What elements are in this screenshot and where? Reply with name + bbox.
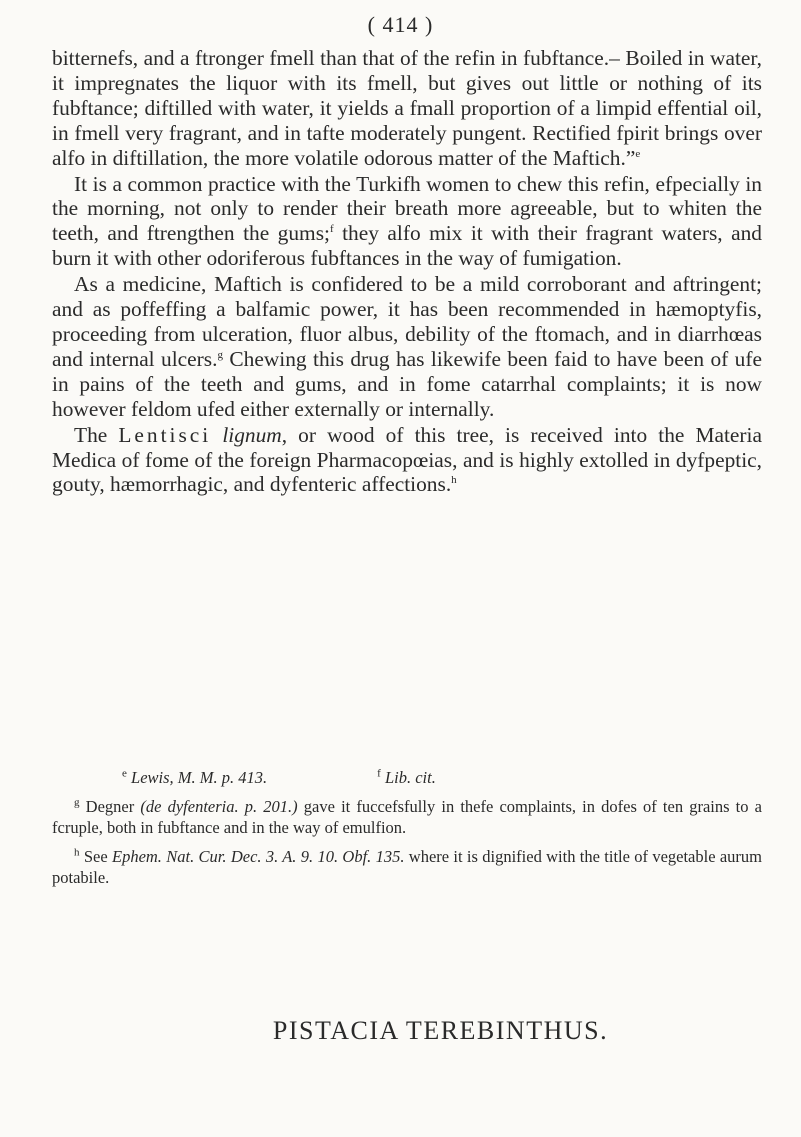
next-section-title: PISTACIA TEREBINTHUS. <box>272 1016 609 1045</box>
paragraph-1-text: bitternefs, and a ftronger fmell than that of the refin in fubftance.– Boiled in water, it impregnates the liquor with its fmell, but gives out little or nothing of its fubftance; diftilled with water, it yields a fmall proportion of a limpid effential oil, in fmell very fragrant, and in tafte moderately pungent. Rectified fpirit brings over alfo in diftillation, the more volatile odorous matter of the Maftich.” <box>52 46 762 170</box>
paragraph-2 <box>52 172 762 272</box>
footnote-ref-f: f <box>329 223 334 236</box>
paragraph-4-rest: , or wood of this tree, is received into the Materia Medica of fome of the foreign Pharmacopœias, and is highly extolled in dyfpeptic, gouty, hæmorrhagic, and dyfenteric affections. <box>52 422 762 497</box>
footnote-g-mark: g <box>74 796 80 809</box>
footnote-g-title: (de dyfenteria. p. 201.) <box>140 797 298 816</box>
footnote-e-text: Lewis, M. M. p. 413. <box>131 768 268 787</box>
page-number: ( 414 ) <box>367 12 434 37</box>
footnote-g-lead: Degner <box>85 797 135 816</box>
footnote-f-mark: f <box>377 767 381 780</box>
footnote-ref-h: h <box>451 474 457 487</box>
paragraph-3-text-b: Chewing this drug has likewife been faid to have been of ufe in pains of the teeth and gums, and in fome catarrhal complaints; it is now however feldom ufed either externally or internally. <box>52 346 762 421</box>
footnotes <box>52 767 762 896</box>
paragraph-3-text-a: As a medicine, Maftich is confidered to be a mild corroborant and aftringent; and as poffeffing a balfamic power, it has been recommended in hæmoptyfis, proceeding from ulceration, fluor albus, debility of the ftomach, and in diarrhœas and internal ulcers. <box>52 272 762 371</box>
footnote-ref-e: e <box>635 147 641 160</box>
body-text <box>52 46 762 498</box>
footnote-e-mark: e <box>122 767 127 780</box>
footnote-g <box>52 796 762 838</box>
footnote-h-text: where it is dignified with the title of vegetable aurum potabile. <box>52 847 763 887</box>
paragraph-1 <box>52 46 762 171</box>
footnote-f <box>377 767 436 788</box>
footnote-h-lead: See <box>83 847 108 866</box>
footnote-f-text: Lib. cit. <box>384 768 436 787</box>
lentisci-term: Lentisci <box>118 422 212 447</box>
footnote-h <box>52 846 762 888</box>
footnote-row-ef <box>52 767 762 788</box>
paragraph-3 <box>52 272 762 421</box>
footnote-e <box>122 767 267 788</box>
paragraph-2-text-a: It is a common practice with the Turkifh women to chew this refin, efpecially in the morning, not only to render their breath more agreeable, but to whiten the teeth, and ftrengthen the gums; <box>52 171 762 246</box>
paragraph-4 <box>52 423 762 498</box>
footnote-g-text: gave it fuccefsfully in thefe complaints, in dofes of ten grains to a fcruple, both in fubftance and in the way of emulfion. <box>52 797 762 837</box>
paragraph-2-text-b: they alfo mix it with their fragrant waters, and burn it with other odoriferous fubftances in the way of fumigation. <box>52 221 762 271</box>
footnote-h-title: Ephem. Nat. Cur. Dec. 3. A. 9. 10. Obf. 135. <box>111 847 405 866</box>
lignum-term: lignum <box>222 422 282 447</box>
paragraph-4-lead: The <box>74 422 108 447</box>
footnote-h-mark: h <box>74 846 80 859</box>
footnote-ref-g: g <box>217 348 223 361</box>
